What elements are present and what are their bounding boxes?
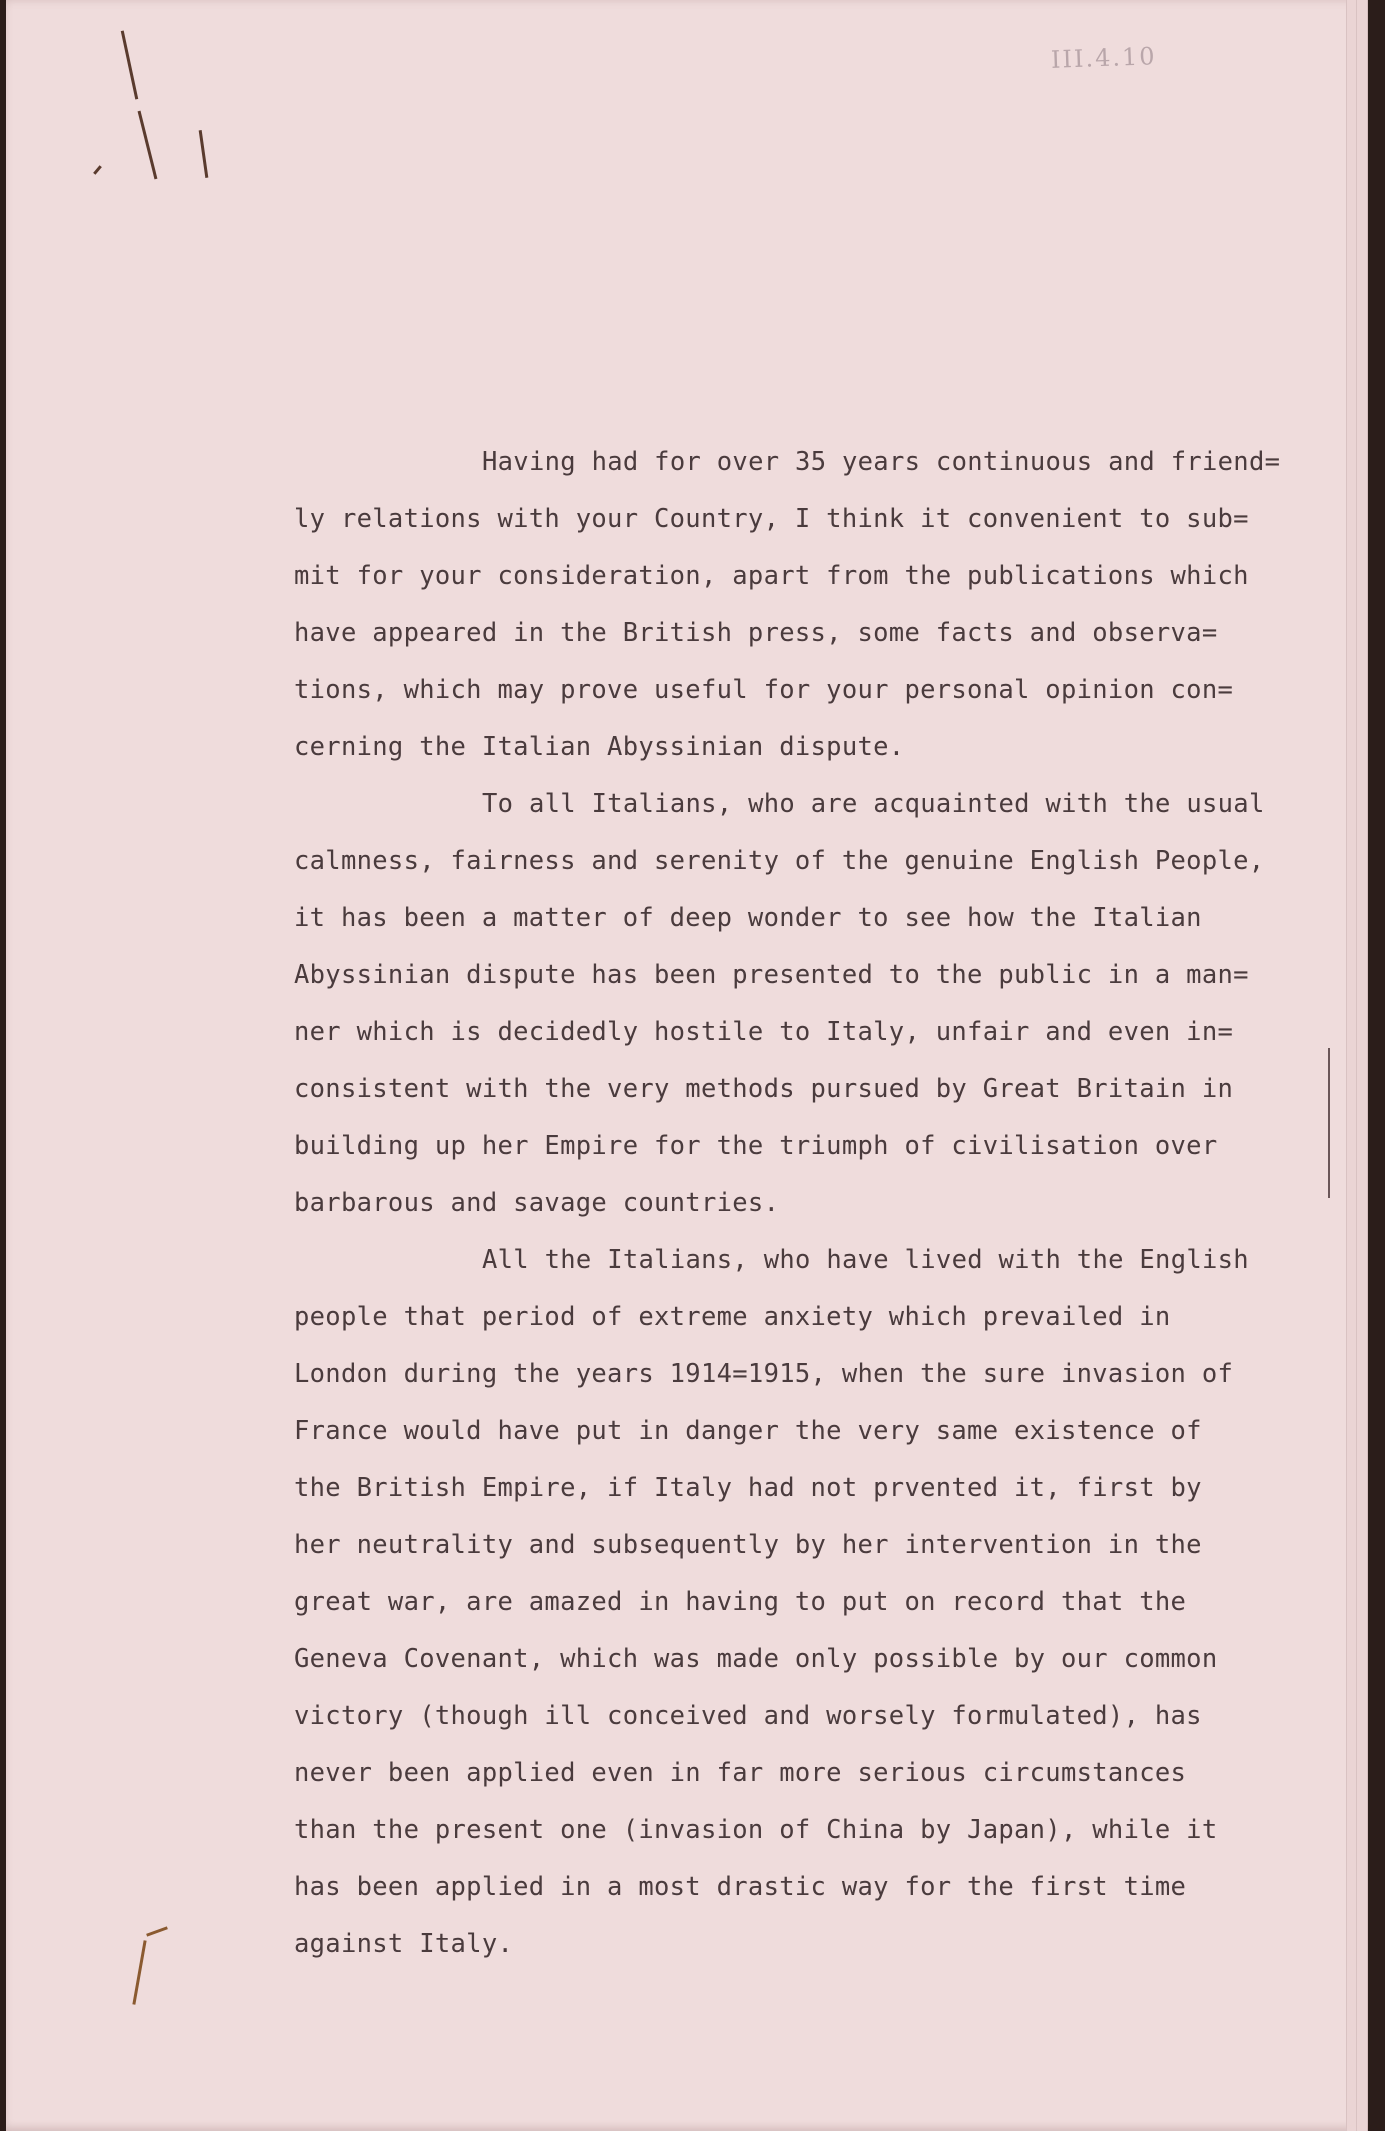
text-line: tions, which may prove useful for your personal opinion con= xyxy=(294,675,1234,705)
text-line: London during the years 1914=1915, when the sure invasion of xyxy=(294,1359,1234,1389)
text-line: than the present one (invasion of China by Japan), while it xyxy=(294,1815,1218,1845)
text-line: the British Empire, if Italy had not prvented it, first by xyxy=(294,1473,1202,1503)
text-line: consistent with the very methods pursued by Great Britain in xyxy=(294,1074,1234,1104)
text-line: has been applied in a most drastic way for the first time xyxy=(294,1872,1187,1902)
staple-mark xyxy=(199,130,209,178)
staple-mark xyxy=(93,165,102,175)
text-line: cerning the Italian Abyssinian dispute. xyxy=(294,732,905,762)
text-line: people that period of extreme anxiety which prevailed in xyxy=(294,1302,1171,1332)
text-line: To all Italians, who are acquainted with the usual xyxy=(482,789,1265,819)
document-page xyxy=(6,0,1368,2131)
archive-reference: III.4.10 xyxy=(1050,42,1157,74)
text-line: Abyssinian dispute has been presented to the public in a man= xyxy=(294,960,1249,990)
staple-mark xyxy=(132,1940,146,2005)
text-line: victory (though ill conceived and worsely formulated), has xyxy=(294,1701,1202,1731)
paper-edge xyxy=(1356,0,1367,2131)
paragraph xyxy=(294,434,1354,776)
text-line: barbarous and savage countries. xyxy=(294,1188,780,1218)
text-line: have appeared in the British press, some facts and observa= xyxy=(294,618,1218,648)
text-line: mit for your consideration, apart from the publications which xyxy=(294,561,1249,591)
staple-mark xyxy=(121,30,138,99)
text-line: calmness, fairness and serenity of the genuine English People, xyxy=(294,846,1265,876)
text-line: All the Italians, who have lived with the English xyxy=(482,1245,1249,1275)
paragraph xyxy=(294,1232,1354,1973)
staple-mark xyxy=(146,1926,168,1936)
text-line: against Italy. xyxy=(294,1929,514,1959)
letter-body xyxy=(294,434,1354,1973)
text-line: ly relations with your Country, I think it convenient to sub= xyxy=(294,504,1249,534)
text-line: her neutrality and subsequently by her intervention in the xyxy=(294,1530,1202,1560)
text-line: Having had for over 35 years continuous and friend= xyxy=(482,447,1281,477)
paragraph xyxy=(294,776,1354,1232)
text-line: Geneva Covenant, which was made only possible by our common xyxy=(294,1644,1218,1674)
text-line: France would have put in danger the very same existence of xyxy=(294,1416,1202,1446)
text-line: ner which is decidedly hostile to Italy, unfair and even in= xyxy=(294,1017,1234,1047)
text-line: it has been a matter of deep wonder to see how the Italian xyxy=(294,903,1202,933)
text-line: building up her Empire for the triumph of civilisation over xyxy=(294,1131,1218,1161)
text-line: never been applied even in far more serious circumstances xyxy=(294,1758,1187,1788)
text-line: great war, are amazed in having to put on record that the xyxy=(294,1587,1187,1617)
staple-mark xyxy=(138,111,158,180)
